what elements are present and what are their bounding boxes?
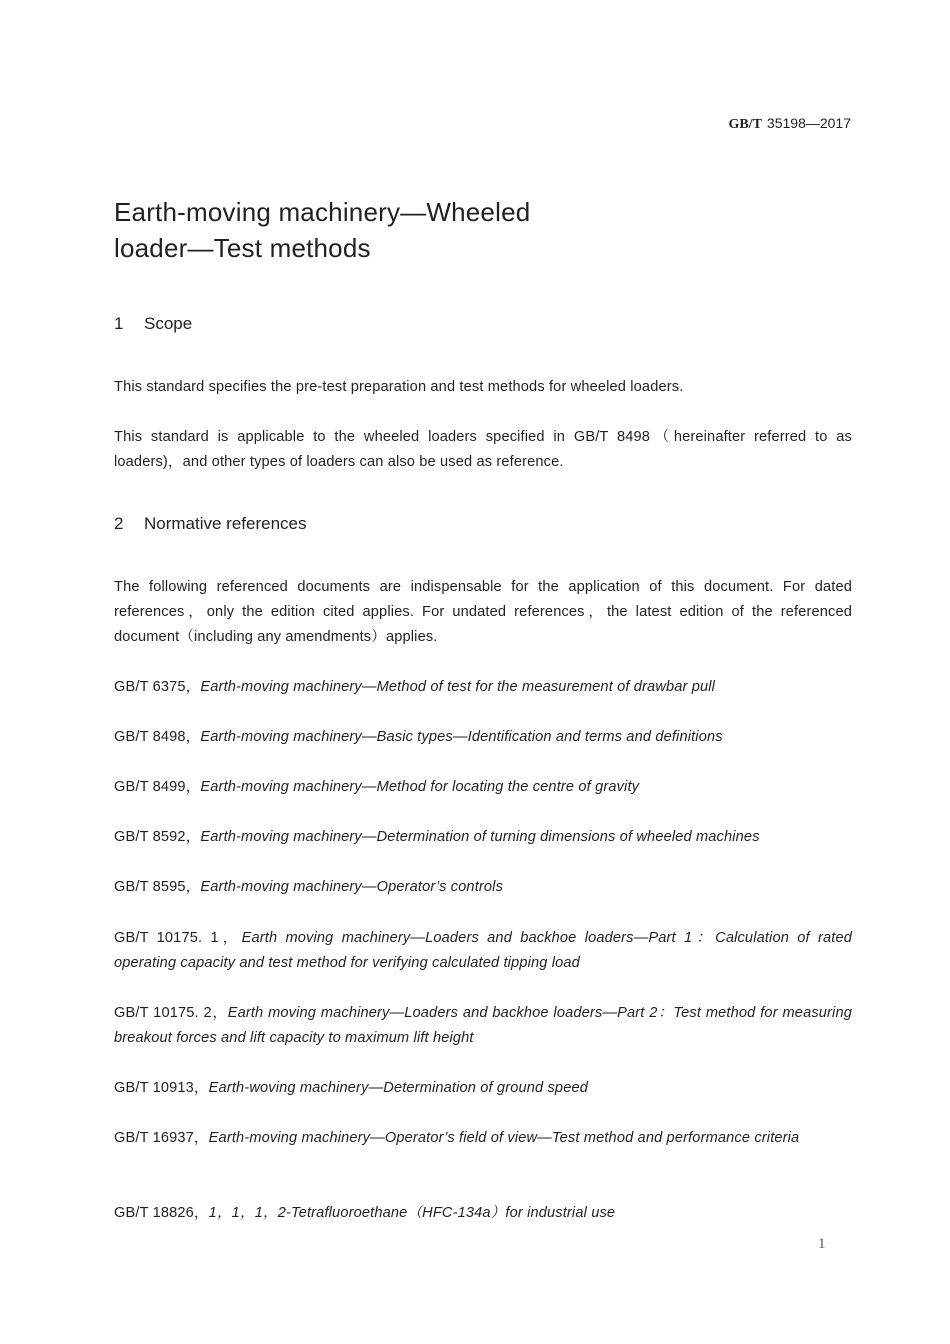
page-number: 1 [818,1236,826,1252]
reference-title: Earth-moving machinery—Basic types—Identification and terms and definitions [200,729,723,745]
reference-item [114,1001,852,1051]
reference-title: Earth-moving machinery—Operator’s controls [200,879,504,895]
reference-item [114,725,852,750]
reference-title: Earth-moving machinery—Method of test for the measurement of drawbar pull [200,679,716,695]
document-title [114,194,634,266]
section-1-title: Scope [144,314,193,333]
reference-item [114,775,852,800]
reference-code: GB/T 10175. 2， [114,1005,228,1021]
reference-title: Earth moving machinery—Loaders and backhoe loaders—Part 2：Test method for measuring breakout forces and lift capacity to maximum lift height [114,1005,852,1046]
reference-code: GB/T 8498， [114,729,201,745]
reference-item [114,675,852,700]
section-1-heading [114,314,192,334]
scope-paragraph-2: This standard is applicable to the wheeled loaders specified in GB/T 8498（hereinafter referred to as loaders)，and other types of loaders can also be used as reference. [114,429,852,470]
title-line-1: Earth-moving machinery—Wheeled [114,197,531,227]
reference-item [114,1201,852,1226]
reference-code: GB/T 16937， [114,1130,209,1146]
reference-code: GB/T 10913， [114,1080,209,1096]
reference-code: GB/T 8592， [114,829,201,845]
reference-item [114,1126,852,1151]
section-2-title: Normative references [144,514,307,533]
section-2-heading [114,514,307,534]
standard-number: 35198—2017 [766,115,851,131]
reference-title: Earth-moving machinery—Operator’s field of view—Test method and performance criteria [208,1130,800,1146]
reference-code: GB/T 8595， [114,879,201,895]
reference-code: GB/T 10175. 1， [114,930,242,946]
reference-title: Earth-woving machinery—Determination of ground speed [208,1080,588,1096]
document-header [728,115,851,133]
reference-title: Earth-moving machinery—Method for locating the centre of gravity [200,779,640,795]
references-intro-paragraph: The following referenced documents are indispensable for the application of this document. For dated references，only the edition cited applies. For undated references，the latest edition of the referenced document（including any amendments）applies. [114,579,852,645]
reference-code: GB/T 8499， [114,779,201,795]
scope-paragraph-1: This standard specifies the pre-test preparation and test methods for wheeled loaders. [114,379,684,395]
title-line-2: loader—Test methods [114,233,371,263]
section-1-number: 1 [114,314,124,333]
reference-title: Earth-moving machinery—Determination of turning dimensions of wheeled machines [200,829,760,845]
reference-title: Earth moving machinery—Loaders and backhoe loaders—Part 1：Calculation of rated operating capacity and test method for verifying calculated tipping load [114,930,852,971]
reference-item [114,875,852,900]
reference-item [114,926,852,976]
reference-code: GB/T 6375， [114,679,201,695]
reference-item [114,825,852,850]
reference-code: GB/T 18826， [114,1205,209,1221]
standard-prefix: GB/T [728,117,762,132]
section-2-number: 2 [114,514,124,533]
reference-title: 1，1，1，2-Tetrafluoroethane（HFC-134a）for industrial use [208,1205,616,1221]
reference-item [114,1076,852,1101]
